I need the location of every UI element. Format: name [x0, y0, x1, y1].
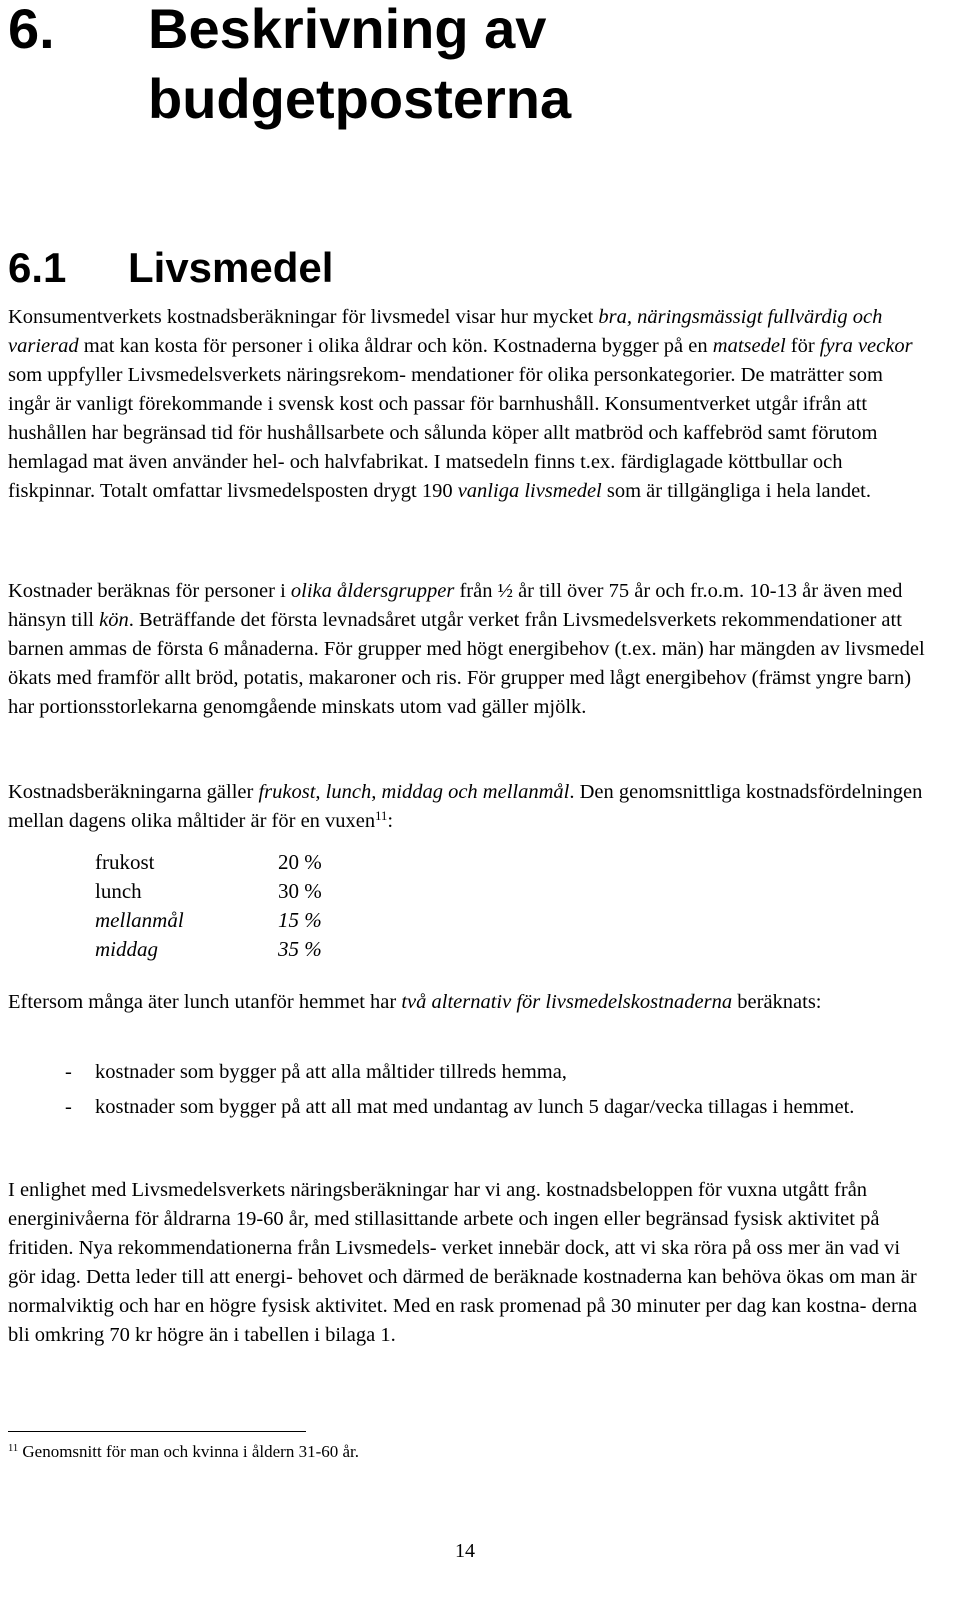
- paragraph-2: Kostnader beräknas för personer i olika åldersgrupper från ½ år till över 75 år och fr.o.m. 10-13 år även med hänsyn till kön. Beträffande det första levnadsåret utgår verket från Livsmedelsverkets rekommendationer att barnen ammas de första 6 månaderna. För grupper med högt energibehov (t.ex. män) har mängden av livsmedel ökats med framför allt bröd, potatis, makaroner och ris. För grupper med lågt energibehov (främst yngre barn) har portionsstorlekarna genomgående minskats utom vad gäller mjölk.: [8, 580, 925, 718]
- page-number: 14: [455, 1540, 475, 1562]
- chapter-title-line2: budgetposterna: [148, 67, 572, 130]
- section-title: Livsmedel: [128, 244, 334, 291]
- meal-row: mellanmål 15 %: [95, 908, 322, 932]
- paragraph-1: Konsumentverkets kostnadsberäkningar för livsmedel visar hur mycket bra, näringsmässigt fullvärdig och varierad mat kan kosta för personer i olika åldrar och kön. Kostnaderna bygger på en matsedel för fyra veckor som uppfyller Livsmedelsverkets näringsrekom- mendationer för olika personkategorier. De maträtter som ingår är vanligt förekommande i svensk kost och passar för barnhushåll. Konsumentverket utgår ifrån att hushållen har begränsad tid för hushållsarbete och sålunda köper allt matbröd och kaffebröd samt förutom hemlagad mat även använder hel- och halvfabrikat. I matsedeln finns t.ex. färdiglagade köttbullar och fiskpinnar. Totalt omfattar livsmedelsposten drygt 190 vanliga livsmedel som är tillgängliga i hela landet.: [8, 306, 913, 502]
- list-item: - kostnader som bygger på att alla måltider tillreds hemma,: [65, 1061, 567, 1083]
- meal-row: frukost 20 %: [95, 850, 322, 874]
- paragraph-3: Kostnadsberäkningarna gäller frukost, lunch, middag och mellanmål. Den genomsnittliga kostnadsfördelningen mellan dagens olika måltider är för en vuxen$^{11}$:: [8, 781, 923, 832]
- meal-distribution-list: [95, 848, 355, 964]
- list-item: - kostnader som bygger på att all mat med undantag av lunch 5 dagar/vecka tillagas i hemmet.: [65, 1096, 855, 1118]
- paragraph-5: I enlighet med Livsmedelsverkets näringsberäkningar har vi ang. kostnadsbeloppen för vuxna utgått från energinivåerna för åldrarna 19-60 år, med stillasittande arbete och ingen eller begränsad fysisk aktivitet på fritiden. Nya rekommendationerna från Livsmedels- verket innebär dock, att vi ska röra på oss mer än vad vi gör idag. Detta leder till att energi- behovet och därmed de beräknade kostnaderna kan behöva ökas om man är normalviktig och har en högre fysisk aktivitet. Med en rask promenad på 30 minuter per dag kan kostna- derna bli omkring 70 kr högre än i tabellen i bilaga 1.: [8, 1179, 918, 1346]
- meal-row: lunch 30 %: [95, 879, 322, 903]
- section-number: 6.1: [8, 244, 67, 291]
- footnote-divider: [8, 1431, 306, 1432]
- meal-row: middag 35 %: [95, 937, 322, 961]
- footnote: $^{11}$ Genomsnitt för man och kvinna i åldern 31-60 år.: [8, 1442, 360, 1461]
- footnote-ref: 11: [375, 809, 388, 824]
- paragraph-4: Eftersom många äter lunch utanför hemmet har två alternativ för livsmedelskostnaderna beräknats:: [8, 991, 822, 1013]
- chapter-number: 6.: [8, 0, 55, 60]
- chapter-title-line1: Beskrivning av: [148, 0, 547, 60]
- alternatives-list: [8, 1058, 930, 1128]
